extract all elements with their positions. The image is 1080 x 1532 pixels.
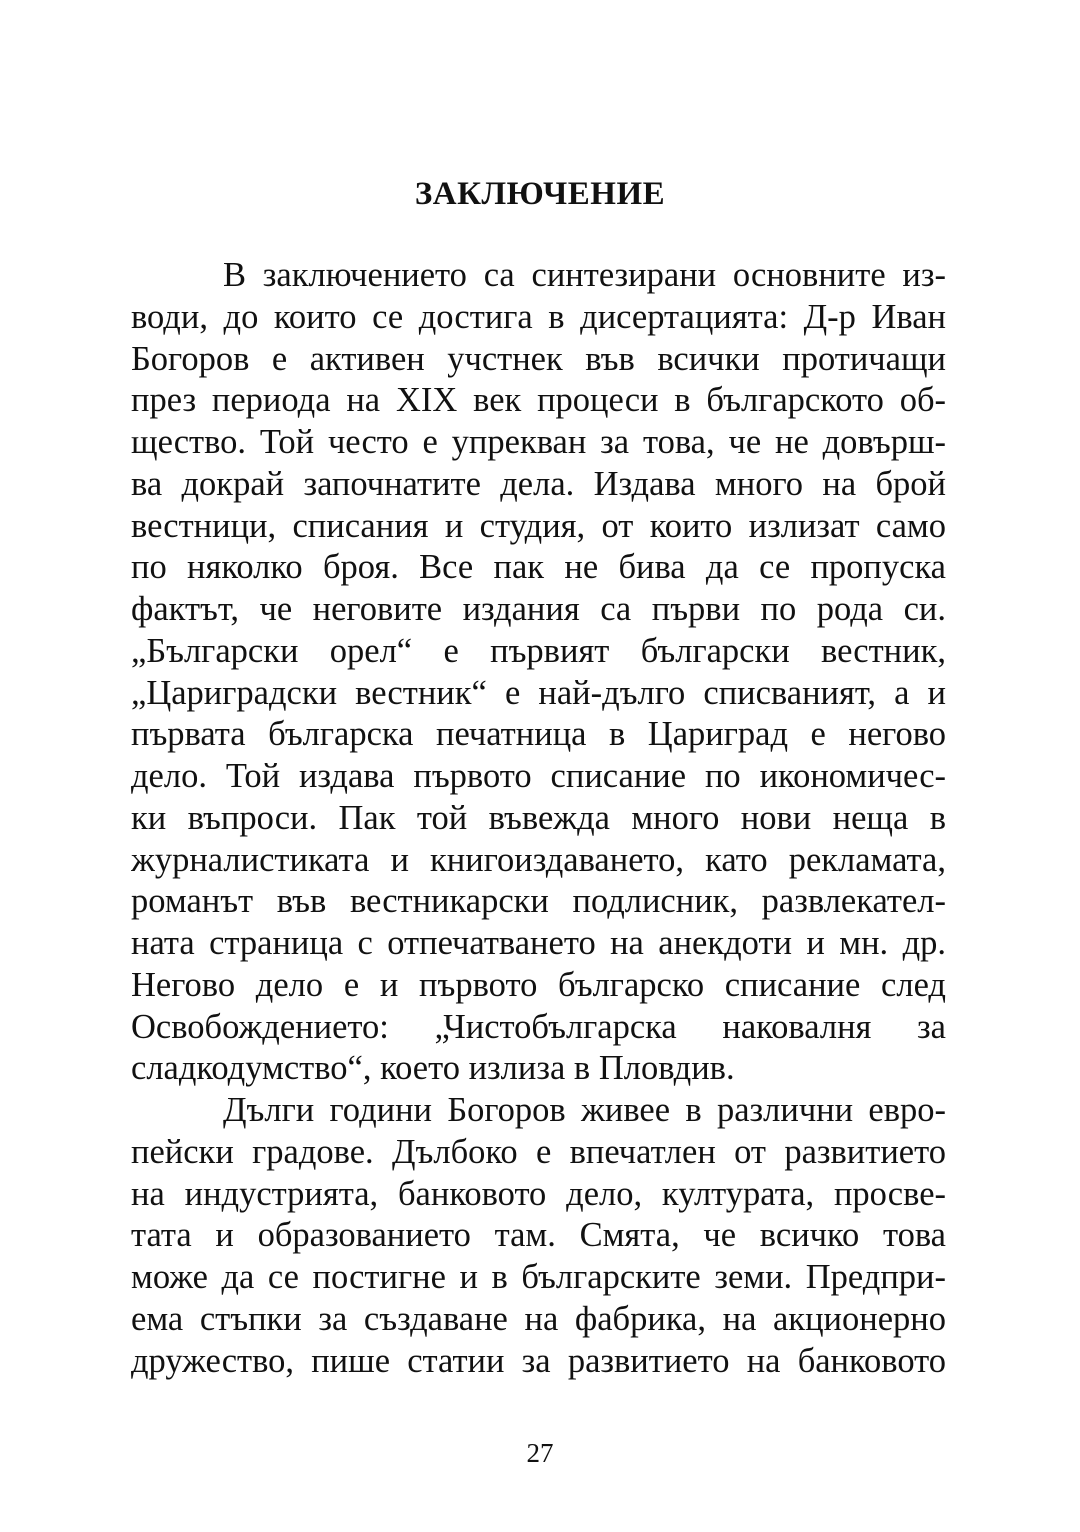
text-line: Дълги години Богоров живее в различни евро- xyxy=(223,1091,946,1129)
text-line: В заключението са синтезирани основните из- xyxy=(223,256,946,294)
text-line: може да се постигне и в българските земи. Предпри- xyxy=(131,1258,946,1296)
text-line: Негово дело е и първото българско списание след xyxy=(131,965,946,1004)
text-line: ва докрай започнатите дела. Издава много на брой xyxy=(131,464,946,503)
chapter-title: ЗАКЛЮЧЕНИЕ xyxy=(414,176,666,212)
page-number: 27 xyxy=(526,1438,554,1468)
text-line: ната страница с отпечатването на анекдоти и мн. др. xyxy=(131,924,946,962)
text-line: сладкодумство“, което излиза в Пловдив. xyxy=(131,1049,735,1088)
paragraph xyxy=(131,1090,946,1382)
paragraph xyxy=(131,255,946,1090)
text-line: пейски градове. Дълбоко е впечатлен от развитието xyxy=(131,1132,946,1171)
text-line: през периода на XIX век процеси в българското об- xyxy=(131,381,946,420)
text-line: води, до които се достига в дисертацията: Д-р Иван xyxy=(131,297,946,336)
text-line: „Цариградски вестник“ е най-дълго списваният, а и xyxy=(131,673,946,712)
text-line: Освобождението: „Чистобългарска наковалня за xyxy=(131,1007,946,1046)
text-line: фактът, че неговите издания са първи по рода си. xyxy=(131,590,946,628)
text-line: Богоров е активен учстнек във всички протичащи xyxy=(131,339,946,378)
text-line: тата и образованието там. Смята, че всичко това xyxy=(131,1216,946,1255)
text-line: романът във вестникарски подлисник, развлекател- xyxy=(131,882,946,921)
text-line: по няколко броя. Все пак не бива да се пропуска xyxy=(131,548,946,587)
text-line: на индустрията, банковото дело, културата, просве- xyxy=(131,1174,946,1213)
text-line: дружество, пише статии за развитието на банковото xyxy=(131,1341,946,1380)
text-line: щество. Той често е упрекван за това, че не довърш- xyxy=(131,423,946,461)
text-line: дело. Той издава първото списание по икономичес- xyxy=(131,757,946,795)
text-line: първата българска печатница в Цариград е негово xyxy=(131,715,946,754)
body-text xyxy=(131,255,946,1382)
text-line: ки въпроси. Пак той въвежда много нови неща в xyxy=(131,798,946,837)
text-line: журналистиката и книгоиздаването, като рекламата, xyxy=(131,840,946,879)
text-line: вестници, списания и студия, от които излизат само xyxy=(131,506,946,545)
text-line: „Български орел“ е първият български вестник, xyxy=(131,631,946,670)
text-line: ема стъпки за създаване на фабрика, на акционерно xyxy=(131,1299,946,1338)
